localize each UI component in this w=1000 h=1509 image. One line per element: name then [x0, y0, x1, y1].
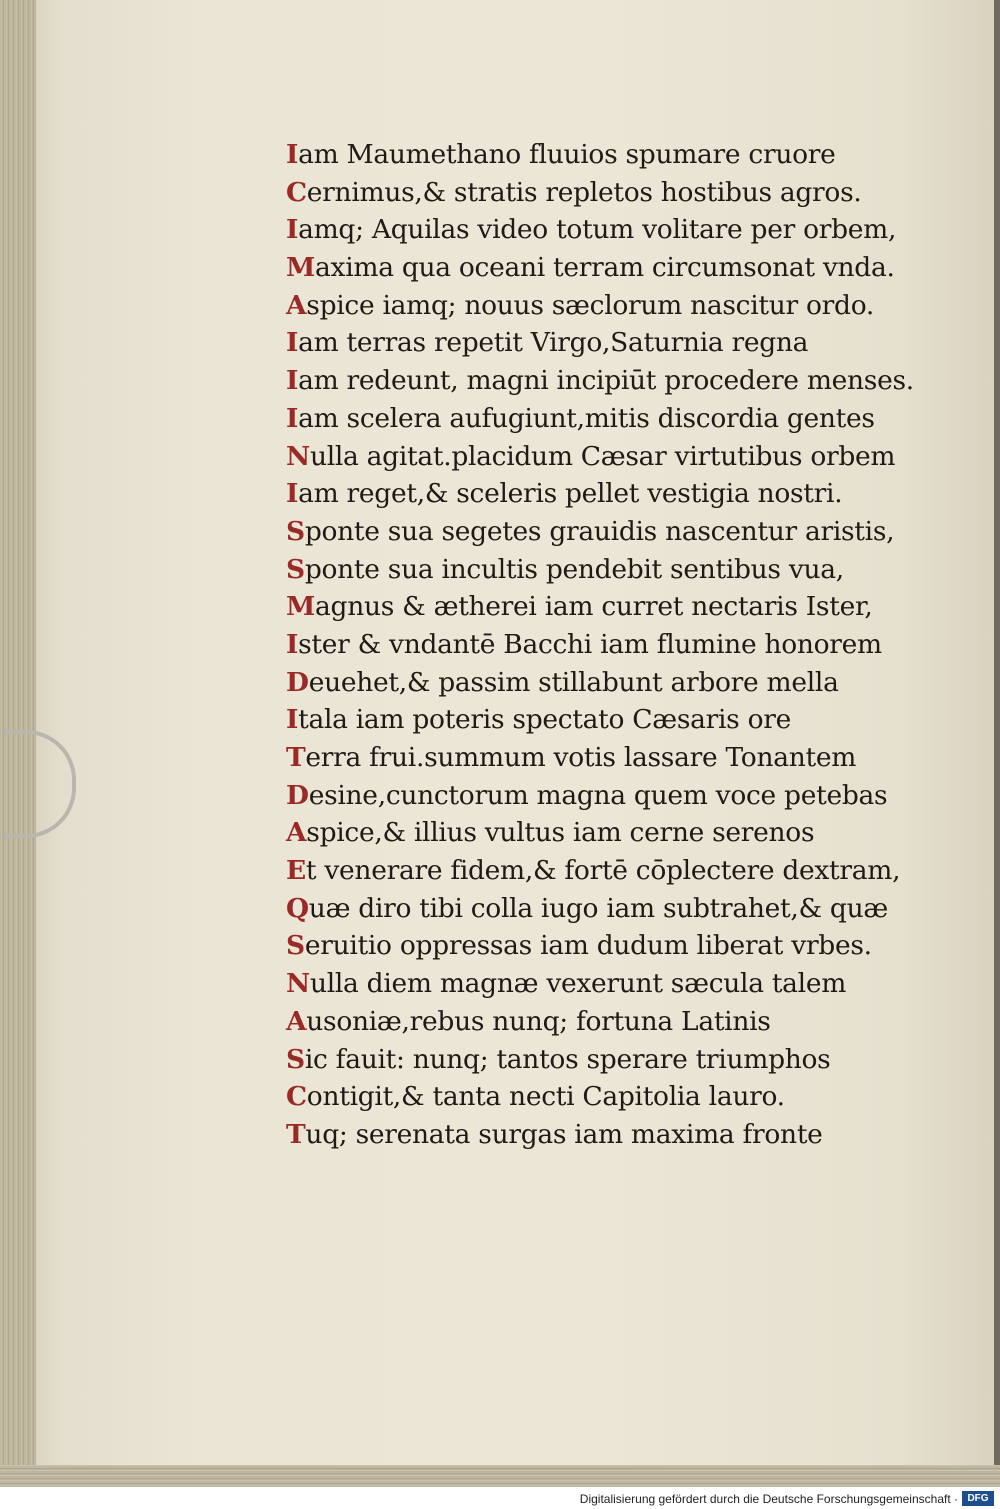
verse-text: am Maumethano fluuios spumare cruore [298, 139, 836, 170]
rubricated-initial: S [286, 1043, 305, 1075]
rubricated-initial: I [286, 402, 299, 434]
rubricated-initial: C [286, 176, 307, 208]
rubricated-initial: A [286, 289, 307, 321]
verse-line [286, 1078, 926, 1116]
rubricated-initial: D [286, 779, 309, 811]
verse-text: uæ diro tibi colla iugo iam subtrahet,& quæ [308, 892, 888, 924]
verse-line [286, 739, 926, 777]
rubricated-initial: M [286, 591, 316, 623]
verse-text: ernimus,& stratis repletos hostibus agros. [306, 176, 862, 208]
rubricated-initial: E [286, 855, 306, 887]
verse-line [286, 438, 926, 476]
verse-line [286, 1041, 926, 1079]
rubricated-initial: I [286, 139, 299, 170]
verse-line [286, 814, 926, 852]
verse-line [286, 211, 926, 249]
verse-text: am reget,& sceleris pellet vestigia nostri. [298, 478, 843, 510]
verse-text: ulla agitat.placidum Cæsar virtutibus orbem [309, 440, 896, 472]
verse-line [286, 513, 926, 551]
verse-text: ic fauit: nunq; tantos sperare triumphos [304, 1043, 831, 1075]
verse-text: uq; serenata surgas iam maxima fronte [305, 1118, 823, 1150]
rubricated-initial: T [286, 1118, 306, 1150]
verse-text: ponte sua incultis pendebit sentibus vua, [304, 553, 844, 585]
verse-line [286, 588, 926, 626]
verse-line [286, 551, 926, 589]
verse-line [286, 701, 926, 739]
verse-line [286, 664, 926, 702]
rubricated-initial: S [286, 553, 305, 585]
verse-text: amq; Aquilas video totum volitare per orbem, [298, 214, 897, 246]
verse-text: ster & vndantē Bacchi iam flumine honorem [298, 628, 882, 660]
rubricated-initial: I [286, 365, 299, 397]
verse-line [286, 136, 926, 174]
verse-line [286, 174, 926, 212]
verse-text: t venerare fidem,& fortē cōplectere dextram, [305, 855, 901, 887]
verse-line [286, 1003, 926, 1041]
rubricated-initial: I [286, 478, 299, 510]
rubricated-initial: S [286, 515, 305, 547]
funding-credit: Digitalisierung gefördert durch die Deutsche Forschungsgemeinschaft · [579, 1492, 958, 1506]
rubricated-initial: I [286, 628, 299, 660]
verse-line [286, 475, 926, 513]
verse-text: euehet,& passim stillabunt arbore mella [308, 666, 839, 698]
rubricated-initial: Q [286, 892, 309, 924]
verse-text: ponte sua segetes grauidis nascentur aristis, [304, 515, 895, 547]
page-stack-bottom-edge [0, 1465, 1000, 1487]
dfg-logo-icon: DFG [962, 1491, 994, 1506]
rubricated-initial: A [286, 817, 307, 849]
rubricated-initial: T [286, 742, 306, 773]
verse-line [286, 249, 926, 287]
verse-line [286, 362, 926, 400]
rubricated-initial: S [286, 930, 305, 962]
verse-text: am redeunt, magni incipiūt procedere menses. [298, 365, 914, 397]
verse-text: ontigit,& tanta necti Capitolia lauro. [306, 1081, 785, 1113]
verse-text: agnus & ætherei iam curret nectaris Ister, [315, 591, 873, 623]
rubricated-initial: I [286, 214, 299, 246]
rubricated-initial: I [286, 704, 299, 736]
verse-text: esine,cunctorum magna quem voce petebas [308, 779, 888, 811]
rubricated-initial: I [286, 327, 299, 359]
rubricated-initial: N [286, 968, 310, 1000]
rubricated-initial: C [286, 1081, 307, 1113]
verse-line [286, 777, 926, 815]
verse-line [286, 965, 926, 1003]
verse-line [286, 287, 926, 325]
verse-text: eruitio oppressas iam dudum liberat vrbes. [304, 930, 872, 962]
verse-text: axima qua oceani terram circumsonat vnda. [315, 252, 895, 284]
verse-text: erra frui.summum votis lassare Tonantem [305, 742, 857, 773]
scan-right-border [994, 0, 1000, 1509]
verse-text: spice,& illius vultus iam cerne serenos [306, 817, 815, 849]
verse-line [286, 400, 926, 438]
verse-line [286, 852, 926, 890]
verse-text: am terras repetit Virgo,Saturnia regna [298, 327, 809, 359]
verse-text-block [286, 136, 926, 1154]
verse-text: usoniæ,rebus nunq; fortuna Latinis [306, 1005, 771, 1037]
verse-line [286, 626, 926, 664]
book-clasp [4, 730, 76, 838]
rubricated-initial: A [286, 1005, 307, 1037]
rubricated-initial: N [286, 440, 310, 472]
verse-text: ulla diem magnæ vexerunt sæcula talem [309, 968, 847, 1000]
verse-text: tala iam poteris spectato Cæsaris ore [298, 704, 792, 736]
verse-line [286, 927, 926, 965]
verse-line [286, 1116, 926, 1154]
verse-line [286, 324, 926, 362]
digitization-footer [0, 1487, 1000, 1509]
verse-text: spice iamq; nouus sæclorum nascitur ordo. [306, 289, 875, 321]
rubricated-initial: M [286, 252, 316, 284]
rubricated-initial: D [286, 666, 309, 698]
verse-text: am scelera aufugiunt,mitis discordia gentes [298, 402, 875, 434]
verse-line [286, 890, 926, 928]
